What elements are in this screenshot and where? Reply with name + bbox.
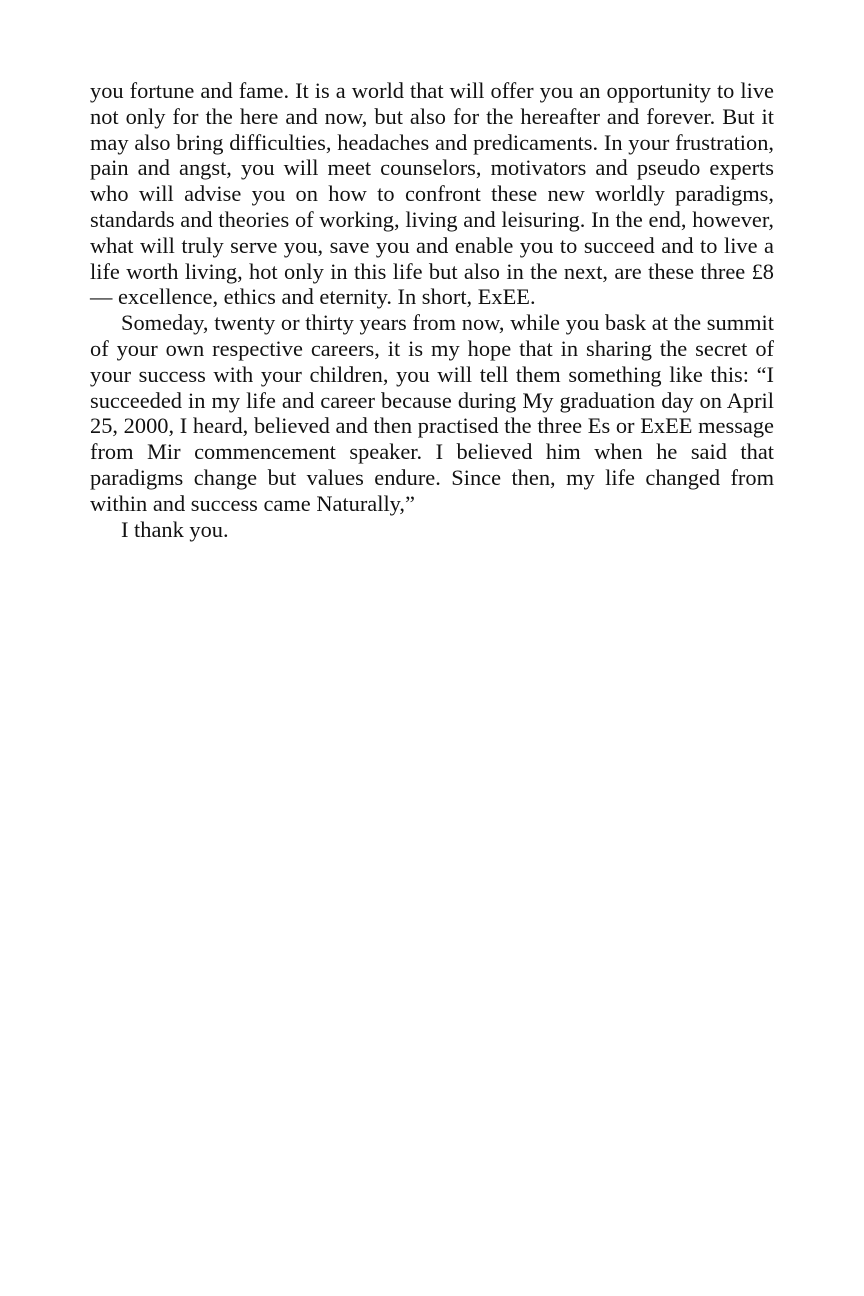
closing-line: I thank you. xyxy=(121,516,229,542)
document-page xyxy=(90,78,774,542)
paragraph-continuation: you fortune and fame. It is a world that will offer you an opportunity to live not only for the here and now, but also for the hereafter and forever. But it may also bring difficulties, headaches and predicaments. In your frustration, pain and angst, you will meet counselors, motivators and pseudo experts who will advise you on how to confront these new worldly paradigms, standards and theories of working, living and leisuring. In the end, however, what will truly serve you, save you and enable you to succeed and to live a life worth living, hot only in this life but also in the next, are these three £8 — excellence, ethics and eternity. In short, ExEE. xyxy=(90,78,774,310)
paragraph-someday: Someday, twenty or thirty years from now, while you bask at the summit of your own respective careers, it is my hope that in sharing the secret of your success with your children, you will tell them something like this: “I succeeded in my life and career because during My graduation day on April 25, 2000, I heard, believed and then practised the three Es or ExEE message from Mir commencement speaker. I believed him when he said that paradigms change but values endure. Since then, my life changed from within and success came Naturally,” xyxy=(90,310,774,516)
